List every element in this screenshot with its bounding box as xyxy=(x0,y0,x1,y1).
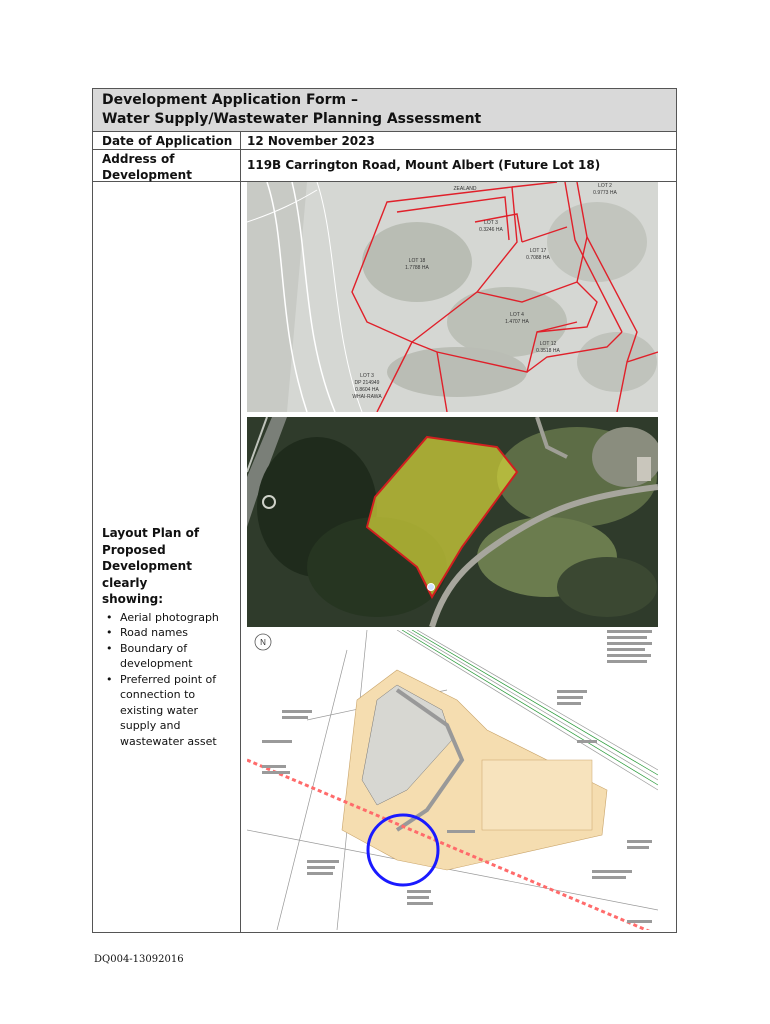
list-item-text: existing water xyxy=(120,703,199,717)
list-item-text: development xyxy=(120,657,193,670)
form-title-line2: Water Supply/Wastewater Planning Assessment xyxy=(102,111,482,127)
list-item-text: Road names xyxy=(120,626,189,639)
lot-area: 0.8604 HA xyxy=(355,387,379,393)
bullet-icon: • xyxy=(106,610,113,624)
form-title-line1: Development Application Form – xyxy=(102,92,358,108)
list-item-text: connection to xyxy=(120,688,196,701)
lot-area: 0.9773 HA xyxy=(593,190,617,196)
layout-heading-line: Development clearly xyxy=(102,559,192,590)
document-code: DQ004-13092016 xyxy=(94,954,184,965)
list-item-text: supply and xyxy=(120,719,181,732)
layout-requirements-list xyxy=(102,610,240,750)
layout-heading-line: showing: xyxy=(102,592,164,606)
north-label: N xyxy=(260,638,266,647)
lot-label: LOT 4 xyxy=(510,312,524,318)
application-form xyxy=(92,88,677,933)
list-item xyxy=(102,672,240,750)
address-label-line2: Development xyxy=(102,168,192,182)
date-value: 12 November 2023 xyxy=(247,134,375,148)
aerial-photograph xyxy=(247,417,658,627)
lot-area: 0.3518 HA xyxy=(536,348,560,354)
site-plan-drawing xyxy=(247,630,658,930)
layout-plan-row xyxy=(93,182,676,932)
bullet-icon: • xyxy=(106,672,113,686)
address-label-line1: Address of xyxy=(102,152,175,166)
bullet-icon: • xyxy=(106,641,113,655)
aerial-photograph-svg xyxy=(247,417,658,627)
lot-area: 0.7088 HA xyxy=(526,255,550,261)
form-title xyxy=(93,89,676,132)
lot-label: LOT 12 xyxy=(539,341,557,347)
layout-plan-heading xyxy=(102,525,240,608)
lot-area: 1.7788 HA xyxy=(405,265,429,271)
list-item-text: Aerial photograph xyxy=(120,610,219,624)
date-label: Date of Application xyxy=(93,132,241,149)
lot-area: 0.3246 HA xyxy=(479,227,503,233)
lot-label: LOT 2 xyxy=(598,183,612,189)
lot-label: LOT 17 xyxy=(529,248,547,254)
list-item xyxy=(102,625,240,641)
address-row xyxy=(93,150,676,182)
lot-label: LOT 18 xyxy=(408,258,426,264)
list-item-text: Preferred point of xyxy=(120,672,217,686)
address-value: 119B Carrington Road, Mount Albert (Future Lot 18) xyxy=(247,158,601,172)
list-item-text: wastewater asset xyxy=(120,734,217,748)
bullet-icon: • xyxy=(106,626,113,639)
lot-label: ZEALAND xyxy=(453,186,477,192)
lot-label: LOT 3 xyxy=(484,220,498,226)
list-item xyxy=(102,641,240,672)
lot-area: 1.4707 HA xyxy=(505,319,529,325)
layout-heading-line: Proposed xyxy=(102,542,166,557)
address-label xyxy=(93,150,241,181)
site-plan-svg xyxy=(247,630,658,930)
lot-label: LOT 3 xyxy=(360,373,374,379)
lot-area: DP 214949 xyxy=(354,380,380,386)
date-row xyxy=(93,132,676,150)
lot-boundary-map xyxy=(247,182,658,412)
layout-plan-label xyxy=(93,182,241,932)
list-item xyxy=(102,610,240,626)
list-item-text: Boundary of xyxy=(120,641,188,655)
lot-area: WHAI-RAWA xyxy=(352,394,382,400)
layout-heading-line: Layout Plan of xyxy=(102,526,200,540)
lot-boundary-map-svg xyxy=(247,182,658,412)
